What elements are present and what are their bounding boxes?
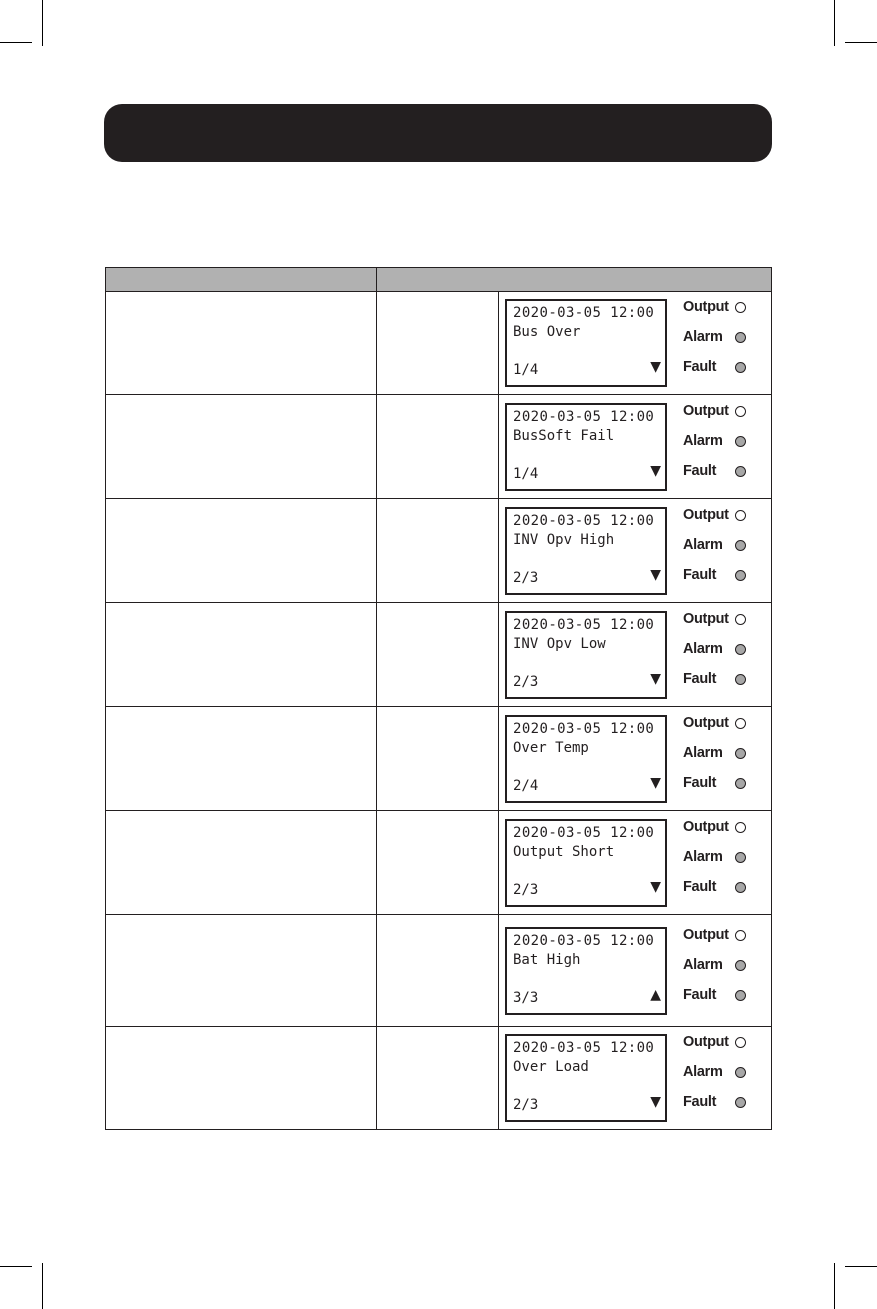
scroll-arrow-icon: ▼ [650, 359, 661, 375]
code-cell [377, 707, 499, 811]
fault-label: Fault [683, 462, 717, 479]
lcd-message: Bat High [513, 951, 581, 968]
lcd-page: 2/3 [513, 569, 539, 586]
description-cell [106, 1027, 377, 1130]
display-cell [499, 707, 772, 811]
output-led-icon [735, 302, 746, 313]
lcd-datetime: 2020-03-05 12:00 [513, 932, 655, 949]
table-header-cell [377, 268, 772, 292]
fault-code-table [105, 267, 772, 1130]
alarm-indicator [683, 536, 763, 556]
fault-led-icon [735, 1097, 746, 1108]
fault-led-icon [735, 778, 746, 789]
lcd-page: 1/4 [513, 362, 539, 378]
lcd-screen [505, 507, 667, 595]
output-indicator [683, 818, 763, 838]
alarm-label: Alarm [683, 848, 723, 865]
alarm-indicator [683, 744, 763, 764]
description-cell [106, 603, 377, 707]
lcd-screen [505, 819, 667, 907]
alarm-indicator [683, 432, 763, 452]
section-title-bar [104, 104, 772, 162]
indicator-panel [683, 298, 763, 388]
output-indicator [683, 298, 763, 318]
alarm-indicator [683, 956, 763, 976]
lcd-page: 1/4 [513, 465, 539, 482]
alarm-led-icon [735, 644, 746, 655]
lcd-message: INV Opv High [513, 531, 615, 548]
scroll-arrow-icon: ▲ [650, 986, 661, 1003]
alarm-led-icon [735, 852, 746, 863]
table-row [106, 811, 772, 915]
lcd-datetime: 2020-03-05 12:00 [513, 616, 655, 633]
description-cell [106, 395, 377, 499]
indicator-panel [683, 818, 763, 908]
output-led-icon [735, 930, 746, 941]
output-led-icon [735, 718, 746, 729]
crop-mark [0, 1266, 32, 1267]
output-indicator [683, 1033, 763, 1053]
alarm-led-icon [735, 1067, 746, 1078]
fault-indicator [683, 462, 763, 482]
output-indicator [683, 610, 763, 630]
scroll-arrow-icon: ▼ [650, 566, 661, 583]
lcd-screen [505, 927, 667, 1015]
lcd-screen [505, 1034, 667, 1122]
description-cell [106, 811, 377, 915]
fault-indicator [683, 1093, 763, 1113]
indicator-panel [683, 1033, 763, 1123]
fault-indicator [683, 670, 763, 690]
code-cell [377, 292, 499, 395]
indicator-panel [683, 402, 763, 492]
display-cell [499, 1027, 772, 1130]
fault-led-icon [735, 990, 746, 1001]
description-cell [106, 915, 377, 1027]
alarm-indicator [683, 328, 763, 348]
lcd-datetime: 2020-03-05 12:00 [513, 408, 655, 425]
crop-mark [0, 42, 32, 43]
fault-led-icon [735, 570, 746, 581]
crop-mark [845, 42, 877, 43]
lcd-datetime: 2020-03-05 12:00 [513, 1040, 655, 1056]
crop-mark [42, 0, 43, 46]
fault-label: Fault [683, 566, 717, 583]
fault-indicator [683, 986, 763, 1006]
scroll-arrow-icon: ▼ [650, 1094, 661, 1110]
fault-label: Fault [683, 986, 717, 1003]
output-label: Output [683, 299, 729, 315]
output-led-icon [735, 822, 746, 833]
output-led-icon [735, 510, 746, 521]
lcd-screen [505, 715, 667, 803]
crop-mark [42, 1263, 43, 1309]
table-row [106, 395, 772, 499]
description-cell [106, 707, 377, 811]
fault-label: Fault [683, 774, 717, 791]
fault-indicator [683, 566, 763, 586]
table-header-cell [106, 268, 377, 292]
code-cell [377, 1027, 499, 1130]
description-cell [106, 499, 377, 603]
output-label: Output [683, 1034, 729, 1050]
display-cell [499, 811, 772, 915]
fault-led-icon [735, 466, 746, 477]
display-cell [499, 915, 772, 1027]
output-label: Output [683, 402, 729, 419]
indicator-panel [683, 714, 763, 804]
table-row [106, 1027, 772, 1130]
lcd-page: 2/3 [513, 881, 539, 898]
alarm-label: Alarm [683, 640, 723, 657]
display-cell [499, 499, 772, 603]
output-label: Output [683, 506, 729, 523]
lcd-datetime: 2020-03-05 12:00 [513, 512, 655, 529]
lcd-message: Over Temp [513, 739, 589, 756]
code-cell [377, 395, 499, 499]
fault-indicator [683, 878, 763, 898]
output-led-icon [735, 1037, 746, 1048]
alarm-led-icon [735, 332, 746, 343]
lcd-message: Output Short [513, 843, 615, 860]
lcd-message: Bus Over [513, 324, 581, 340]
output-led-icon [735, 614, 746, 625]
lcd-message: BusSoft Fail [513, 427, 615, 444]
alarm-label: Alarm [683, 432, 723, 449]
crop-mark [834, 0, 835, 46]
display-cell [499, 603, 772, 707]
lcd-message: INV Opv Low [513, 635, 606, 652]
code-cell [377, 603, 499, 707]
scroll-arrow-icon: ▼ [650, 878, 661, 895]
output-label: Output [683, 610, 729, 627]
code-cell [377, 811, 499, 915]
fault-led-icon [735, 362, 746, 373]
code-cell [377, 499, 499, 603]
crop-mark [845, 1266, 877, 1267]
output-label: Output [683, 714, 729, 731]
lcd-screen [505, 299, 667, 387]
output-indicator [683, 506, 763, 526]
lcd-page: 3/3 [513, 989, 539, 1006]
output-label: Output [683, 818, 729, 835]
scroll-arrow-icon: ▼ [650, 774, 661, 791]
table-row [106, 292, 772, 395]
indicator-panel [683, 506, 763, 596]
scroll-arrow-icon: ▼ [650, 670, 661, 687]
indicator-panel [683, 610, 763, 700]
alarm-indicator [683, 1063, 763, 1083]
alarm-led-icon [735, 960, 746, 971]
fault-indicator [683, 358, 763, 378]
alarm-label: Alarm [683, 956, 723, 973]
fault-label: Fault [683, 670, 717, 687]
crop-mark [834, 1263, 835, 1309]
alarm-led-icon [735, 540, 746, 551]
alarm-indicator [683, 848, 763, 868]
alarm-label: Alarm [683, 329, 723, 345]
indicator-panel [683, 926, 763, 1016]
lcd-page: 2/4 [513, 777, 539, 794]
fault-indicator [683, 774, 763, 794]
alarm-label: Alarm [683, 744, 723, 761]
lcd-message: Over Load [513, 1059, 589, 1075]
output-indicator [683, 714, 763, 734]
alarm-led-icon [735, 436, 746, 447]
lcd-screen [505, 611, 667, 699]
scroll-arrow-icon: ▼ [650, 462, 661, 479]
alarm-label: Alarm [683, 1064, 723, 1080]
output-indicator [683, 402, 763, 422]
alarm-label: Alarm [683, 536, 723, 553]
table-row [106, 707, 772, 811]
alarm-indicator [683, 640, 763, 660]
lcd-datetime: 2020-03-05 12:00 [513, 824, 655, 841]
output-led-icon [735, 406, 746, 417]
output-indicator [683, 926, 763, 946]
fault-led-icon [735, 882, 746, 893]
alarm-led-icon [735, 748, 746, 759]
description-cell [106, 292, 377, 395]
fault-label: Fault [683, 359, 717, 375]
fault-label: Fault [683, 1094, 717, 1110]
display-cell [499, 395, 772, 499]
table-row [106, 603, 772, 707]
display-cell [499, 292, 772, 395]
code-cell [377, 915, 499, 1027]
table-header-row [106, 268, 772, 292]
fault-label: Fault [683, 878, 717, 895]
lcd-page: 2/3 [513, 1097, 539, 1113]
lcd-page: 2/3 [513, 673, 539, 690]
table-row [106, 915, 772, 1027]
fault-led-icon [735, 674, 746, 685]
output-label: Output [683, 926, 729, 943]
table-row [106, 499, 772, 603]
lcd-datetime: 2020-03-05 12:00 [513, 720, 655, 737]
lcd-screen [505, 403, 667, 491]
lcd-datetime: 2020-03-05 12:00 [513, 305, 655, 321]
